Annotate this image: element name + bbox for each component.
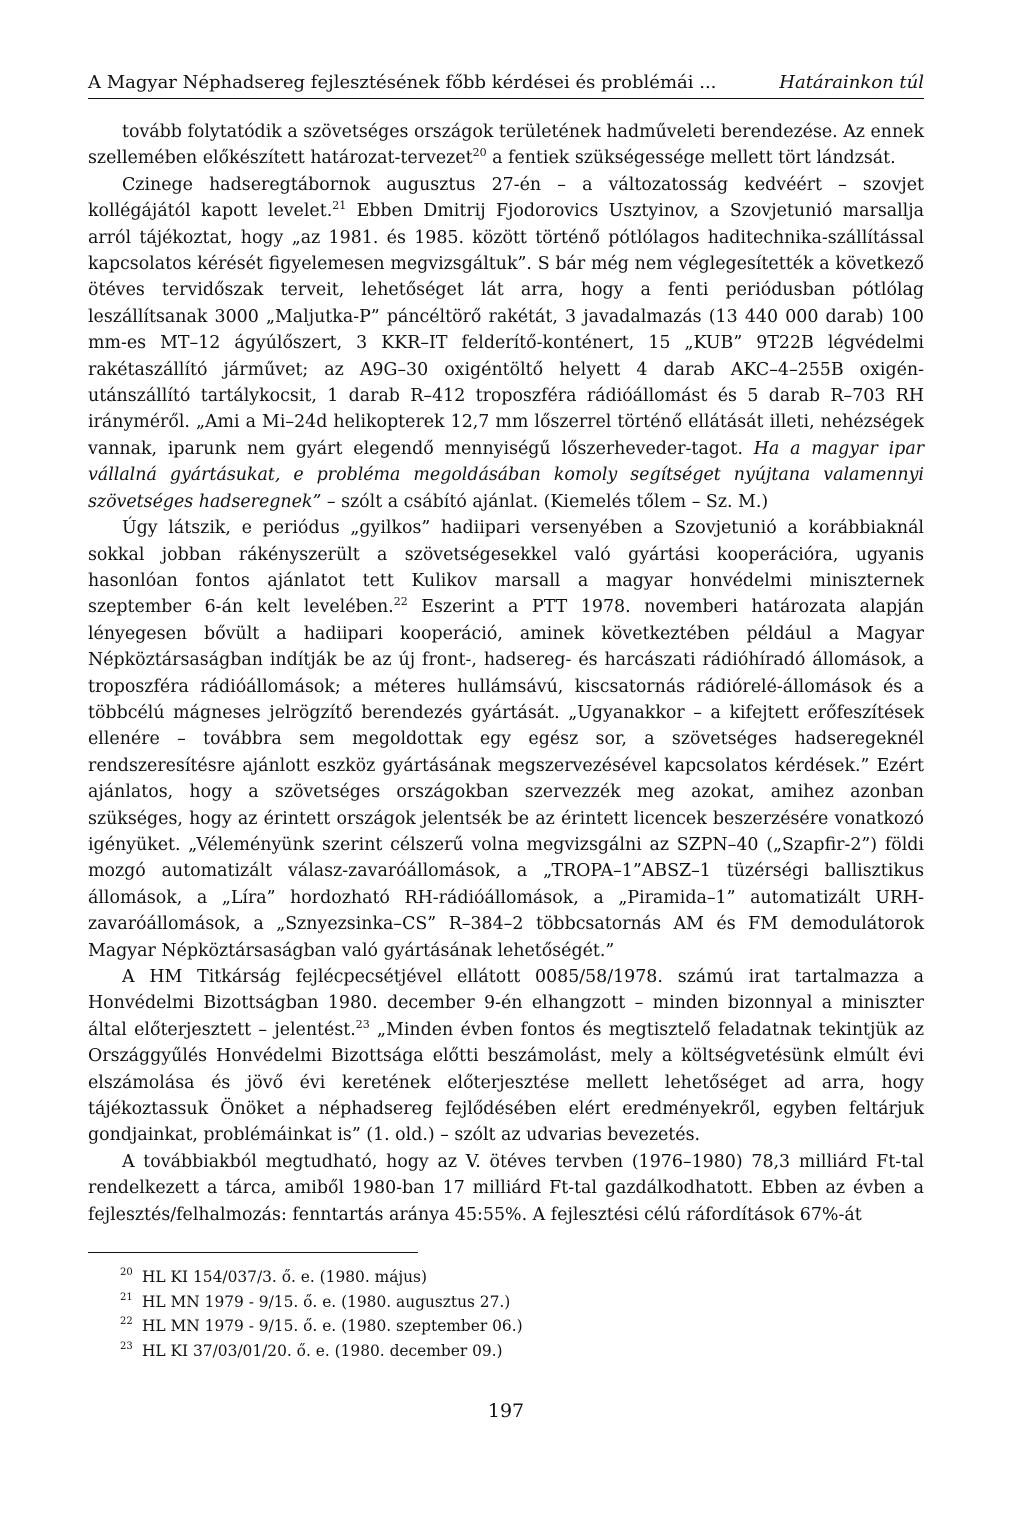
footnote-21: [88, 1290, 924, 1315]
footnote-22: [88, 1314, 924, 1339]
footnote-ref-21: 21: [332, 199, 347, 213]
footnote-text: HL KI 154/037/3. ő. e. (1980. május): [142, 1268, 427, 1286]
paragraph-4-text-b: „Minden évben fontos és megtisztelő feladatnak tekintjük az Országgyűlés Honvédelmi Bizottsága előtti beszámolást, mely a költségvetésünk elmúlt évi elszámolása és jövő évi keretének előterjesztése mellett lehetőséget ad arra, hogy tájékoztassuk Önöket a néphadsereg fejlődésében elért eredményekről, egyben feltárjuk gondjainkat, problémáinkat is” (1. old.) – szólt az udvarias bevezetés.: [88, 1019, 924, 1146]
header-section: Határainkon túl: [779, 72, 924, 93]
footnote-text: HL MN 1979 - 9/15. ő. e. (1980. augusztus 27.): [142, 1292, 511, 1311]
paragraph-1-text: tovább folytatódik a szövetséges országok területének hadműveleti berendezése. Az ennek szellemében előkészített határozat-tervezet: [88, 122, 924, 169]
footnote-23: [88, 1339, 924, 1364]
paragraph-4-text-a: A HM Titkárság fejlécpecsétjével ellátott 0085/58/1978. számú irat tartalmazza a Honvédelmi Bizottságban 1980. december 9-én elhangzott – minden bizonnyal a miniszter által előterjesztett – jelentést.: [88, 967, 924, 1040]
footnote-ref-23: 23: [355, 1018, 370, 1032]
paragraph-3: [88, 515, 924, 964]
footnote-text: HL MN 1979 - 9/15. ő. e. (1980. szeptember 06.): [142, 1317, 523, 1335]
paragraph-1: [88, 119, 924, 172]
footnote-number: 21: [120, 1291, 133, 1303]
footnote-ref-20: 20: [472, 146, 487, 160]
paragraph-3-text-b: Eszerint a PTT 1978. novemberi határozata alapján lényegesen bővült a hadiipari kooperáció, aminek következtében például a Magyar Népköztársaságban indítják be az új front-, hadsereg- és harcászati rádióhíradó állomások, a troposzféra rádióállomások; a méteres hullámsávú, kiscsatornás rádiórelé-állomások és a többcélú mágneses jelrögzítő berendezés gyártását. „Ugyanakkor – a kifejtett erőfeszítések ellenére – továbbra sem megoldottak egy egész sor, a szövetséges hadseregeknél rendszeresítésre ajánlott eszköz gyártásának megszervezésével kapcsolatos kérdések.” Ezért ajánlatos, hogy a szövetséges országokban szervezzék meg azokat, amihez azonban szükséges, hogy az érintett országok jelentsék be az érintett licencek beszerzésére vonatkozó igényüket. „Véleményünk szerint célszerű volna megvizsgálni az SZPN–40 („Szapfir-2”) földi mozgó automatizált válasz-zavaróállomások, a „TROPA–1”ABSZ–1 tüzérségi ballisztikus állomások, a „Líra” hordozható RH-rádióállomások, a „Piramida–1” automatizált URH-zavaróállomások, a „Sznyezsinka–CS” R–384–2 többcsatornás AM és FM demodulátorok Magyar Népköztársaságban való gyártásának lehetőségét.”: [88, 597, 925, 961]
footnote-number: 22: [120, 1316, 133, 1327]
footnote-number: 20: [120, 1267, 133, 1278]
footnote-number: 23: [120, 1340, 133, 1352]
paragraph-2: [88, 172, 924, 515]
body-text: [88, 119, 924, 1228]
book-page: [88, 72, 924, 1492]
paragraph-5-text: A továbbiakból megtudható, hogy az V. ötéves tervben (1976–1980) 78,3 milliárd Ft-tal rendelkezett a tárca, amiből 1980-ban 17 milliárd Ft-tal gazdálkodhatott. Ebben az évben a fejlesztés/felhalmozás: fenntartás aránya 45:55%. A fejlesztési célú ráfordítások 67%-át: [88, 1151, 924, 1225]
running-header: [88, 72, 924, 99]
footnote-20: [88, 1265, 924, 1290]
footnotes: [88, 1252, 924, 1363]
paragraph-2-text-a: Czinege hadseregtábornok augusztus 27-én – a változatosság kedvéért – szovjet kollégájától kapott levelet.: [88, 174, 924, 222]
header-title: A Magyar Néphadsereg fejlesztésének főbb kérdései és problémái ...: [88, 72, 717, 93]
paragraph-3-text-a: Úgy látszik, e periódus „gyilkos” hadiipari versenyében a Szovjetunió a korábbiaknál sokkal jobban rákényszerült a szövetségesekkel való gyártási kooperációra, ugyanis hasonlóan fontos ajánlatot tett Kulikov marsall a magyar honvédelmi miniszternek szeptember 6-án kelt levelében.: [88, 518, 924, 618]
paragraph-2-text-b: Ebben Dmitrij Fjodorovics Usztyinov, a Szovjetunió marsallja arról tájékoztat, hogy „az 1981. és 1985. között történő pótlólagos haditechnika-szállítással kapcsolatos kérését figyelemesen megvizsgáltuk”. S bár még nem véglegesítették a következő ötéves tervidőszak terveit, lehetőséget lát arra, hogy a fenti periódusban pótlólag leszállítsanak 3000 „Maljutka-P” páncéltörő rakétát, 3 javadalmazás (13 440 000 darab) 100 mm-es MT–12 ágyúlőszert, 3 KKR–IT felderítő-konténert, 15 „KUB” 9T22B légvédelmi rakétaszállító járművet; az A9G–30 oxigéntöltő helyett 4 darab AKC–4–255B oxigén-utánszállító tartálykocsit, 1 darab R–412 troposzféra rádióállomást és 5 darab R–703 RH irányméről. „Ami a Mi–24d helikopterek 12,7 mm lőszerrel történő ellátását illeti, nehézségek vannak, iparunk nem gyárt elegendő mennyiségű lőszerheveder-tagot.: [88, 201, 924, 459]
footnote-text: HL KI 37/03/01/20. ő. e. (1980. december 09.): [142, 1341, 503, 1360]
paragraph-2-emphasis: Ha a magyar ipar vállalná gyártásukat, e probléma megoldásában komoly segítséget nyújtana valamennyi szövetséges hadseregnek”: [88, 438, 925, 512]
paragraph-5: [88, 1149, 924, 1228]
footnote-ref-22: 22: [393, 595, 408, 609]
paragraph-2-text-c: – szólt a csábító ajánlat. (Kiemelés tőlem – Sz. M.): [321, 491, 769, 512]
paragraph-4: [88, 964, 924, 1149]
footnote-divider: [88, 1252, 418, 1253]
paragraph-1-end: a fentiek szükségessége mellett tört lándzsát.: [486, 148, 896, 169]
page-number: 197: [487, 1400, 525, 1422]
